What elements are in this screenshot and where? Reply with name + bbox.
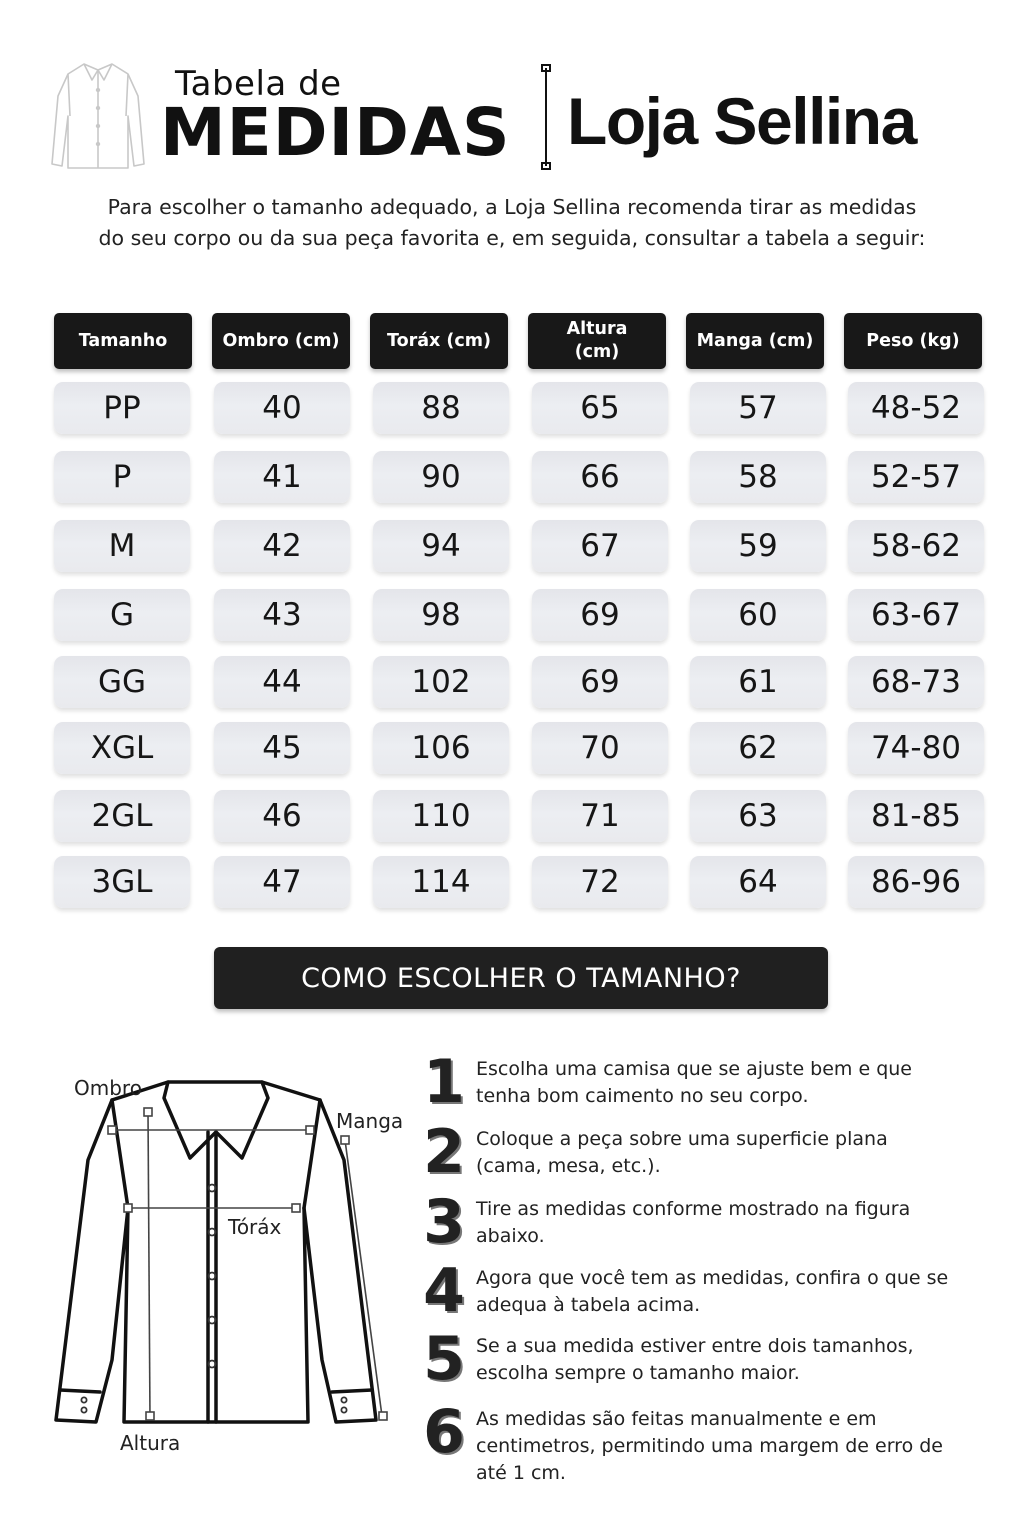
table-cell: 42 (214, 520, 350, 572)
label-torax: Tóráx (228, 1215, 282, 1239)
table-cell: 94 (373, 520, 509, 572)
store-name: Loja Sellina (567, 84, 916, 158)
table-cell: 43 (214, 589, 350, 641)
table-cell: 40 (214, 382, 350, 434)
step-line: adequa à tabela acima. (476, 1294, 701, 1316)
header-altura: Altura (cm) (528, 313, 666, 369)
header-tamanho: Tamanho (54, 313, 192, 369)
step-line: Agora que você tem as medidas, confira o que se (476, 1267, 949, 1289)
table-cell: 2GL (54, 790, 190, 842)
table-cell: 67 (532, 520, 668, 572)
table-cell: XGL (54, 722, 190, 774)
step-text (476, 1333, 996, 1387)
table-cell: 60 (690, 589, 826, 641)
step-line: até 1 cm. (476, 1462, 566, 1484)
table-cell: 58 (690, 451, 826, 503)
table-cell: 46 (214, 790, 350, 842)
table-cell: 68-73 (848, 656, 984, 708)
header-ombro: Ombro (cm) (212, 313, 350, 369)
table-cell: 64 (690, 856, 826, 908)
table-cell: 63-67 (848, 589, 984, 641)
table-cell: 41 (214, 451, 350, 503)
ruler-divider-icon (536, 62, 556, 172)
table-cell: 102 (373, 656, 509, 708)
table-cell: 66 (532, 451, 668, 503)
step-text (476, 1265, 996, 1319)
table-cell: 61 (690, 656, 826, 708)
step-line: tenha bom caimento no seu corpo. (476, 1085, 809, 1107)
table-cell: 45 (214, 722, 350, 774)
step-line: Tire as medidas conforme mostrado na figura (476, 1198, 911, 1220)
table-cell: 69 (532, 656, 668, 708)
table-cell: 47 (214, 856, 350, 908)
howto-banner: COMO ESCOLHER O TAMANHO? (214, 947, 828, 1009)
step-line: escolha sempre o tamanho maior. (476, 1362, 800, 1384)
step-line: centimetros, permitindo uma margem de erro de (476, 1435, 943, 1457)
step-number: 3 (423, 1187, 465, 1257)
table-cell: 69 (532, 589, 668, 641)
table-cell: GG (54, 656, 190, 708)
step-line: Escolha uma camisa que se ajuste bem e que (476, 1058, 912, 1080)
table-cell: 3GL (54, 856, 190, 908)
header-torax: Toráx (cm) (370, 313, 508, 369)
table-cell: 62 (690, 722, 826, 774)
table-cell: P (54, 451, 190, 503)
table-cell: 52-57 (848, 451, 984, 503)
table-cell: 72 (532, 856, 668, 908)
table-cell: 44 (214, 656, 350, 708)
step-line: abaixo. (476, 1225, 545, 1247)
table-cell: 114 (373, 856, 509, 908)
intro-text (40, 192, 984, 254)
title-small: Tabela de (175, 64, 342, 104)
step-number: 4 (423, 1256, 465, 1326)
intro-line-1: Para escolher o tamanho adequado, a Loja Sellina recomenda tirar as medidas (107, 195, 917, 219)
table-cell: 81-85 (848, 790, 984, 842)
table-cell: 110 (373, 790, 509, 842)
step-number: 6 (423, 1397, 465, 1467)
step-number: 2 (423, 1117, 465, 1187)
table-cell: PP (54, 382, 190, 434)
table-cell: 86-96 (848, 856, 984, 908)
step-line: Coloque a peça sobre uma superficie plana (476, 1128, 888, 1150)
table-cell: 88 (373, 382, 509, 434)
step-number: 5 (423, 1324, 465, 1394)
table-cell: 71 (532, 790, 668, 842)
label-manga: Manga (336, 1109, 404, 1133)
step-line: As medidas são feitas manualmente e em (476, 1408, 877, 1430)
step-text (476, 1196, 996, 1250)
table-cell: 63 (690, 790, 826, 842)
intro-line-2: do seu corpo ou da sua peça favorita e, em seguida, consultar a tabela a seguir: (98, 226, 926, 250)
table-cell: 57 (690, 382, 826, 434)
step-number: 1 (423, 1047, 465, 1117)
label-altura: Altura (120, 1431, 181, 1455)
shirt-icon (48, 56, 148, 176)
table-cell: 59 (690, 520, 826, 572)
table-cell: 58-62 (848, 520, 984, 572)
table-cell: 48-52 (848, 382, 984, 434)
table-cell: 70 (532, 722, 668, 774)
label-ombro: Ombro (74, 1076, 142, 1100)
table-cell: 74-80 (848, 722, 984, 774)
header-manga: Manga (cm) (686, 313, 824, 369)
table-cell: G (54, 589, 190, 641)
table-cell: 106 (373, 722, 509, 774)
step-text (476, 1126, 996, 1180)
table-cell: 65 (532, 382, 668, 434)
table-cell: 98 (373, 589, 509, 641)
header-peso: Peso (kg) (844, 313, 982, 369)
step-text (476, 1406, 996, 1487)
title-big: MEDIDAS (160, 94, 511, 171)
step-text (476, 1056, 996, 1110)
table-cell: M (54, 520, 190, 572)
step-line: Se a sua medida estiver entre dois tamanhos, (476, 1335, 914, 1357)
table-cell: 90 (373, 451, 509, 503)
step-line: (cama, mesa, etc.). (476, 1155, 661, 1177)
